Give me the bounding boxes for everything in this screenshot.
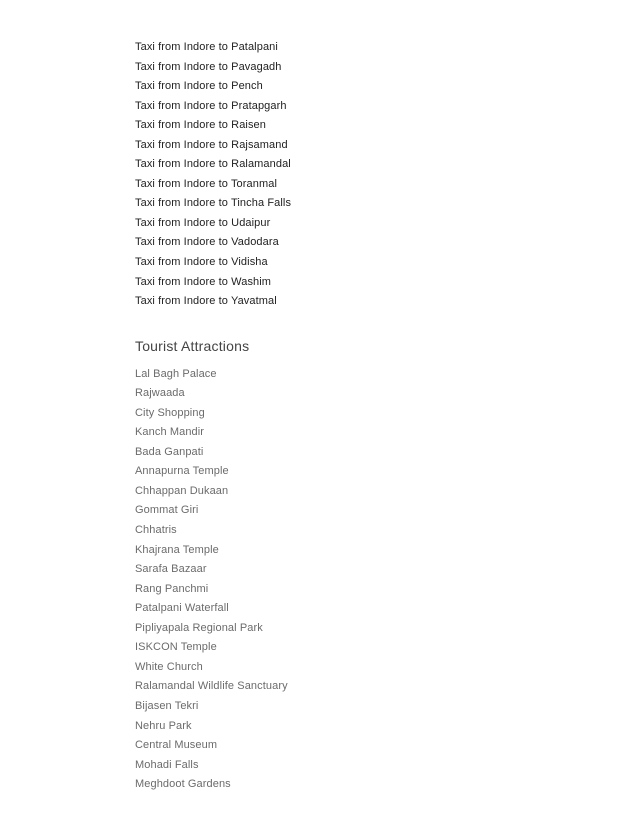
attraction-link-text[interactable]: Chhatris: [135, 524, 177, 537]
taxi-route-list: [135, 38, 555, 312]
taxi-route-link[interactable]: [135, 116, 555, 136]
attraction-link-text[interactable]: Mohadi Falls: [135, 758, 199, 771]
attraction-link[interactable]: [135, 560, 555, 580]
attraction-link[interactable]: [135, 521, 555, 541]
taxi-route-link-text[interactable]: Taxi from Indore to Rajsamand: [135, 138, 288, 151]
attraction-link[interactable]: [135, 482, 555, 502]
attraction-link-text[interactable]: Chhappan Dukaan: [135, 484, 229, 497]
attraction-link[interactable]: [135, 775, 555, 795]
taxi-route-link[interactable]: [135, 194, 555, 214]
attraction-link-text[interactable]: Rajwaada: [135, 387, 185, 400]
attraction-link-text[interactable]: Gommat Giri: [135, 504, 199, 517]
attraction-link-text[interactable]: Rang Panchmi: [135, 582, 209, 595]
attraction-link[interactable]: [135, 736, 555, 756]
attraction-link[interactable]: [135, 384, 555, 404]
attraction-link[interactable]: [135, 423, 555, 443]
attraction-link-text[interactable]: Annapurna Temple: [135, 465, 229, 478]
taxi-route-link[interactable]: [135, 38, 555, 58]
attraction-link-text[interactable]: Khajrana Temple: [135, 543, 219, 556]
taxi-route-link[interactable]: [135, 292, 555, 312]
taxi-route-link[interactable]: [135, 58, 555, 78]
taxi-route-link-text[interactable]: Taxi from Indore to Toranmal: [135, 177, 277, 190]
attraction-link[interactable]: [135, 541, 555, 561]
attraction-link-text[interactable]: ISKCON Temple: [135, 641, 217, 654]
attraction-link[interactable]: [135, 677, 555, 697]
taxi-route-link[interactable]: [135, 175, 555, 195]
attraction-link-text[interactable]: Lal Bagh Palace: [135, 367, 217, 380]
taxi-route-link[interactable]: [135, 233, 555, 253]
attraction-link[interactable]: [135, 599, 555, 619]
taxi-route-link-text[interactable]: Taxi from Indore to Yavatmal: [135, 295, 277, 308]
taxi-route-link[interactable]: [135, 214, 555, 234]
taxi-route-link-text[interactable]: Taxi from Indore to Vadodara: [135, 236, 279, 249]
attraction-link[interactable]: [135, 717, 555, 737]
taxi-route-link[interactable]: [135, 273, 555, 293]
attraction-link[interactable]: [135, 365, 555, 385]
taxi-route-link-text[interactable]: Taxi from Indore to Udaipur: [135, 216, 271, 229]
taxi-route-link-text[interactable]: Taxi from Indore to Vidisha: [135, 256, 268, 269]
attraction-link-text[interactable]: Bada Ganpati: [135, 445, 204, 458]
taxi-route-link[interactable]: [135, 97, 555, 117]
taxi-route-link-text[interactable]: Taxi from Indore to Patalpani: [135, 41, 278, 53]
attraction-link-text[interactable]: Meghdoot Gardens: [135, 778, 231, 791]
taxi-route-link-text[interactable]: Taxi from Indore to Tincha Falls: [135, 197, 292, 210]
attraction-link[interactable]: [135, 697, 555, 717]
content-column: [135, 38, 555, 795]
taxi-route-link[interactable]: [135, 77, 555, 97]
taxi-route-link-text[interactable]: Taxi from Indore to Raisen: [135, 119, 266, 132]
attraction-link-text[interactable]: White Church: [135, 660, 203, 673]
attraction-link-text[interactable]: Patalpani Waterfall: [135, 602, 229, 615]
attraction-link-text[interactable]: Sarafa Bazaar: [135, 563, 207, 576]
attraction-link[interactable]: [135, 501, 555, 521]
tourist-attractions-list: [135, 365, 555, 795]
taxi-route-link[interactable]: [135, 136, 555, 156]
attraction-link[interactable]: [135, 638, 555, 658]
attraction-link[interactable]: [135, 619, 555, 639]
taxi-route-link-text[interactable]: Taxi from Indore to Washim: [135, 275, 272, 288]
taxi-route-link-text[interactable]: Taxi from Indore to Pavagadh: [135, 60, 282, 73]
attraction-link[interactable]: [135, 658, 555, 678]
taxi-route-link[interactable]: [135, 155, 555, 175]
attraction-link-text[interactable]: Bijasen Tekri: [135, 699, 199, 712]
taxi-route-link-text[interactable]: Taxi from Indore to Pratapgarh: [135, 99, 287, 112]
attraction-link-text[interactable]: Ralamandal Wildlife Sanctuary: [135, 680, 288, 693]
attraction-link[interactable]: [135, 756, 555, 776]
attraction-link-text[interactable]: City Shopping: [135, 406, 205, 419]
attraction-link[interactable]: [135, 443, 555, 463]
taxi-route-link[interactable]: [135, 253, 555, 273]
taxi-route-link-text[interactable]: Taxi from Indore to Pench: [135, 80, 263, 93]
attraction-link-text[interactable]: Nehru Park: [135, 719, 192, 732]
attraction-link[interactable]: [135, 404, 555, 424]
attraction-link[interactable]: [135, 580, 555, 600]
attraction-link-text[interactable]: Kanch Mandir: [135, 426, 205, 439]
attraction-link-text[interactable]: Central Museum: [135, 739, 218, 752]
attraction-link-text[interactable]: Pipliyapala Regional Park: [135, 621, 263, 634]
tourist-attractions-heading: Tourist Attractions: [135, 337, 250, 354]
taxi-route-link-text[interactable]: Taxi from Indore to Ralamandal: [135, 158, 291, 171]
attraction-link[interactable]: [135, 462, 555, 482]
